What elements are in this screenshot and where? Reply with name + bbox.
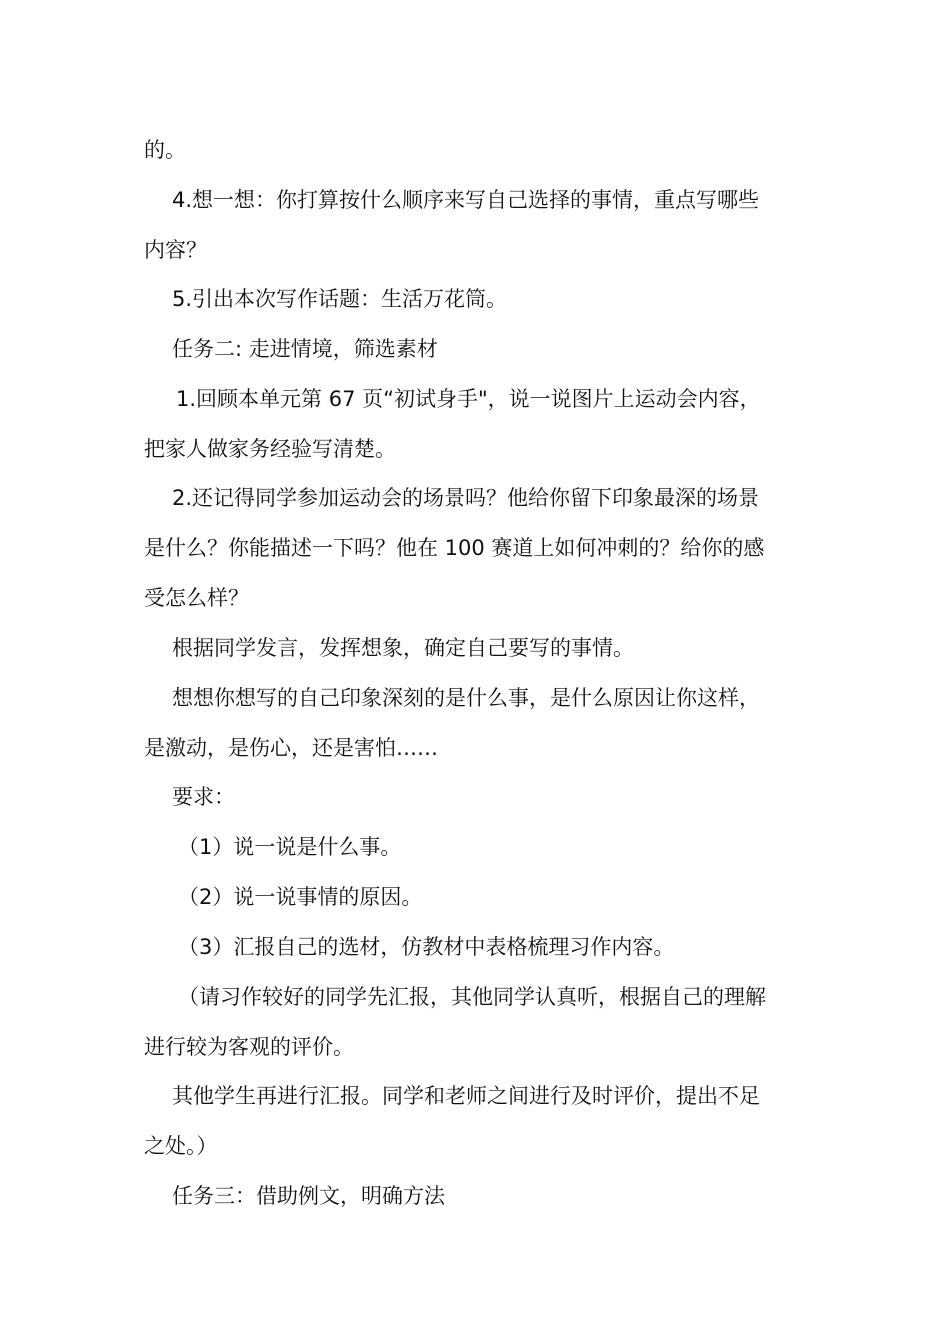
- text-line: 的。: [144, 138, 186, 162]
- text-line: 2.还记得同学参加运动会的场景吗？他给你留下印象最深的场景: [172, 486, 760, 510]
- section-heading: 任务二: 走进情境，筛选素材: [172, 337, 438, 361]
- text-line: 内容？: [144, 238, 207, 262]
- text-line: 想想你想写的自己印象深刻的是什么事，是什么原因让你这样，: [172, 686, 760, 710]
- text-line: 进行较为客观的评价。: [144, 1035, 354, 1059]
- list-item: （2）说一说事情的原因。: [178, 885, 423, 909]
- text-line: 4.想一想：你打算按什么顺序来写自己选择的事情，重点写哪些: [172, 188, 760, 212]
- list-item: （1）说一说是什么事。: [178, 835, 402, 859]
- text-line: 是激动，是伤心，还是害怕……: [144, 736, 438, 760]
- text-line: 根据同学发言，发挥想象，确定自己要写的事情。: [172, 636, 634, 660]
- section-heading: 任务三：借助例文，明确方法: [172, 1184, 445, 1208]
- text-line: 把家人做家务经验写清楚。: [144, 437, 396, 461]
- text-line: 5.引出本次写作话题：生活万花筒。: [172, 287, 508, 311]
- text-line: 受怎么样？: [144, 586, 249, 610]
- text-line: 是什么？你能描述一下吗？他在 100 赛道上如何冲刺的？给你的感: [144, 536, 765, 560]
- text-line: 1.回顾本单元第 67 页“初试身手"，说一说图片上运动会内容，: [176, 387, 761, 411]
- text-line: 其他学生再进行汇报。同学和老师之间进行及时评价，提出不足: [172, 1084, 760, 1108]
- list-item: （3）汇报自己的选材，仿教材中表格梳理习作内容。: [178, 935, 675, 959]
- text-line: 之处。）: [144, 1134, 218, 1158]
- text-line: （请习作较好的同学先汇报，其他同学认真听，根据自己的理解: [178, 985, 766, 1009]
- text-line: 要求：: [172, 785, 235, 809]
